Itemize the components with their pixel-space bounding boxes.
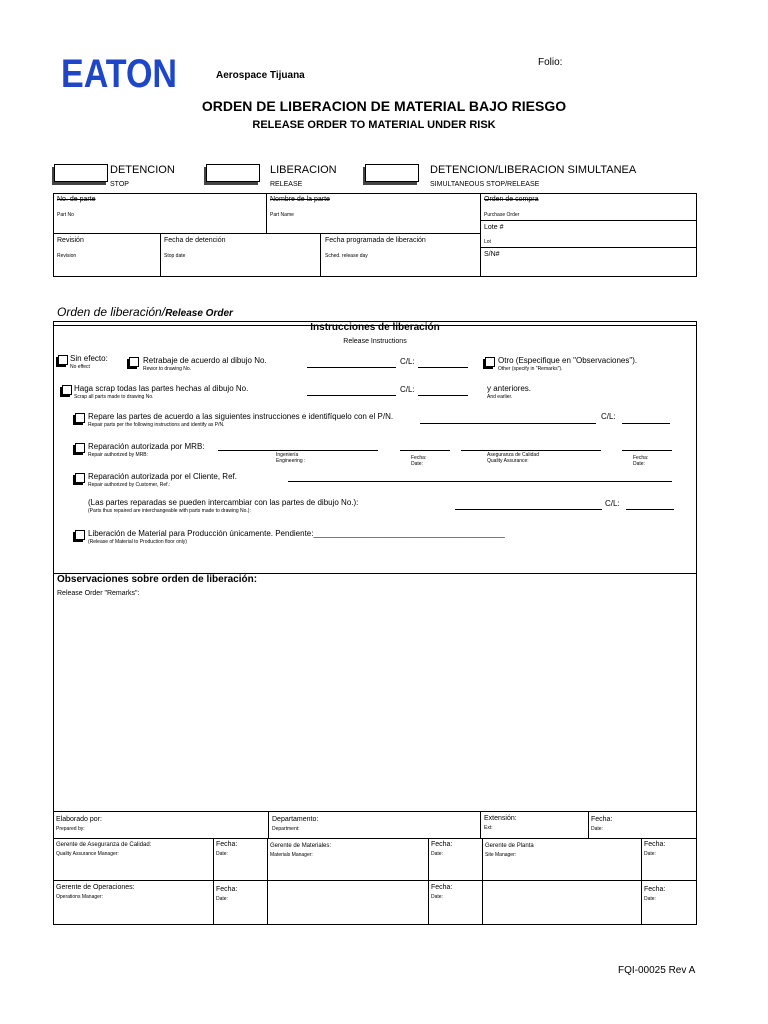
- scrap-checkbox[interactable]: [62, 385, 72, 395]
- folio-label: Folio:: [538, 57, 563, 68]
- customer-ref-field[interactable]: [288, 471, 672, 482]
- mrb-checkbox[interactable]: [75, 443, 85, 453]
- po-label: Orden de compra: [484, 196, 539, 203]
- release-order-heading: Orden de liberación/Release Order: [57, 305, 233, 319]
- form-number: FQI-00025 Rev A: [618, 965, 696, 976]
- lot-label: Lote #: [484, 224, 504, 231]
- no-effect-en: No effect: [70, 364, 90, 370]
- rework-label: Retrabaje de acuerdo al dibujo No.: [143, 356, 267, 365]
- operations-date-label: Fecha:: [216, 886, 238, 893]
- part-info-table: [53, 193, 697, 277]
- simultaneous-label-es: DETENCION/LIBERACION SIMULTANEA: [430, 164, 637, 176]
- release-checkbox[interactable]: [206, 164, 260, 182]
- mrb-label: Reparación autorizada por MRB:: [88, 442, 205, 451]
- qa-manager-en: Quality Assurance Manager:: [56, 851, 119, 857]
- company-name: Aerospace Tijuana: [216, 70, 305, 81]
- extension-en: Ext:: [484, 825, 493, 831]
- site-date-label: Fecha:: [644, 841, 666, 848]
- repair-pn-field[interactable]: [420, 414, 596, 424]
- no-effect-checkbox[interactable]: [58, 355, 68, 365]
- repair-checkbox[interactable]: [75, 413, 85, 423]
- site-manager-en: Site Manager:: [485, 852, 517, 858]
- other-label: Otro (Especifique en "Observaciones").: [498, 356, 638, 365]
- department-label: Departamento:: [272, 816, 319, 823]
- department-en: Department:: [272, 826, 300, 832]
- engineering-label: Ingeniería Engineering :: [276, 452, 306, 464]
- extension-label: Extensión:: [484, 815, 517, 822]
- sn-label: S/N#: [484, 251, 500, 258]
- qa-date-label: Fecha: Date:: [633, 455, 649, 467]
- instructions-title-en: Release Instructions: [343, 338, 407, 345]
- row3-date-label-b: Fecha:: [644, 886, 666, 893]
- other-checkbox[interactable]: [485, 357, 495, 367]
- rework-cl-label: C/L:: [400, 357, 415, 366]
- customer-en: Repair authorized by Customer, Ref.:: [88, 482, 171, 488]
- qa-manager-date-en: Date:: [216, 851, 228, 857]
- stop-label-en: STOP: [110, 181, 129, 188]
- logo-text: EATON: [61, 52, 177, 96]
- stop-checkbox[interactable]: [54, 164, 108, 182]
- interchangeable-cl-label: C/L:: [605, 499, 620, 508]
- row3-date-en-b: Date:: [644, 896, 656, 902]
- part-name-en: Part Name: [270, 212, 294, 218]
- repair-label: Repare las partes de acuerdo a las siguientes instrucciones e identifíquelo con el P/N.: [88, 412, 394, 421]
- release-label-en: RELEASE: [270, 181, 303, 188]
- engineering-date-label: Fecha: Date:: [411, 455, 427, 467]
- interchangeable-drawing-field[interactable]: [455, 499, 602, 510]
- engineering-sign-field[interactable]: [218, 440, 378, 451]
- engineering-date-field[interactable]: [400, 440, 450, 451]
- scrap-cl-label: C/L:: [400, 385, 415, 394]
- release-label-es: LIBERACION: [270, 164, 337, 176]
- interchangeable-label: (Las partes reparadas se pueden intercambiar con las partes de dibujo No.):: [88, 498, 359, 507]
- interchangeable-cl-field[interactable]: [626, 499, 674, 510]
- prepared-by-label: Elaborado por:: [56, 816, 102, 823]
- title-en: RELEASE ORDER TO MATERIAL UNDER RISK: [252, 119, 496, 131]
- materials-manager-en: Materials Manager:: [270, 852, 313, 858]
- stop-date-label: Fecha de detención: [164, 237, 226, 244]
- prepared-date-en: Date:: [591, 826, 603, 832]
- mrb-en: Repair authorized by MRB:: [88, 452, 149, 458]
- materials-manager-label: Gerente de Materiales:: [270, 843, 332, 849]
- qa-manager-date-label: Fecha:: [216, 841, 238, 848]
- stop-date-en: Stop date: [164, 253, 186, 259]
- revision-label: Revisión: [57, 237, 84, 244]
- simultaneous-checkbox[interactable]: [365, 164, 419, 182]
- po-en: Purchase Order: [484, 212, 520, 218]
- prepared-by-en: Prepared by:: [56, 826, 85, 832]
- rework-checkbox[interactable]: [129, 357, 139, 367]
- materials-date-en: Date:: [431, 851, 443, 857]
- sched-release-label: Fecha programada de liberación: [325, 237, 426, 244]
- operations-date-en: Date:: [216, 896, 228, 902]
- scrap-drawing-field[interactable]: [307, 386, 396, 396]
- site-manager-label: Gerente de Planta: [485, 843, 534, 849]
- production-label: Liberación de Material para Producción únicamente. Pendiente:___________________________________________: [88, 529, 505, 538]
- lot-en: Lot: [484, 239, 491, 245]
- production-en: (Release of Material to Production floor only): [88, 539, 187, 545]
- other-en: Other (specify in "Remarks").: [498, 366, 563, 372]
- scrap-label: Haga scrap todas las partes hechas al dibujo No.: [74, 384, 249, 393]
- repair-cl-label: C/L:: [601, 412, 616, 421]
- instructions-title: Instrucciones de liberación: [310, 322, 440, 333]
- rework-en: Rewor to drawing No.: [143, 366, 192, 372]
- repair-en: Repair parts per the following instructions and identify as P/N.: [88, 422, 225, 428]
- customer-checkbox[interactable]: [75, 473, 85, 483]
- earlier-en: And earlier.: [487, 394, 513, 400]
- qa-manager-label: Gerente de Aseguranza de Calidad:: [56, 842, 152, 848]
- no-effect-label: Sin efecto:: [70, 354, 108, 363]
- prepared-date-label: Fecha:: [591, 816, 613, 823]
- remarks-title: Observaciones sobre orden de liberación:: [57, 574, 258, 585]
- qa-date-field[interactable]: [622, 440, 672, 451]
- revision-en: Revision: [57, 253, 77, 259]
- qa-sign-field[interactable]: [461, 440, 601, 451]
- rework-cl-field[interactable]: [418, 358, 468, 368]
- site-date-en: Date:: [644, 851, 656, 857]
- part-no-label: No. de parte: [57, 196, 96, 203]
- interchangeable-en: (Parts thus repaired are interchangeable with parts made to drawing No.):: [88, 508, 251, 514]
- rework-drawing-field[interactable]: [307, 358, 396, 368]
- earlier-label: y anteriores.: [487, 384, 532, 393]
- materials-date-label: Fecha:: [431, 841, 453, 848]
- customer-label: Reparación autorizada por el Cliente, Ref.: [88, 472, 237, 481]
- production-checkbox[interactable]: [75, 530, 85, 540]
- row3-date-label-a: Fecha:: [431, 884, 453, 891]
- simultaneous-label-en: SIMULTANEOUS STOP/RELEASE: [430, 181, 540, 188]
- qa-label: Aseguranza de Calidad Quality Assurance:: [487, 452, 539, 464]
- eaton-logo: [60, 52, 178, 96]
- scrap-en: Scrap all parts made to drawing No.: [74, 394, 154, 400]
- scrap-cl-field[interactable]: [418, 386, 468, 396]
- title-es: ORDEN DE LIBERACION DE MATERIAL BAJO RIESGO: [201, 98, 567, 114]
- sched-release-en: Sched. release day: [325, 253, 368, 259]
- operations-manager-en: Operations Manager:: [56, 894, 103, 900]
- repair-cl-field[interactable]: [622, 414, 670, 424]
- row3-date-en-a: Date:: [431, 894, 443, 900]
- part-name-label: Nombre de la parte: [270, 196, 330, 203]
- part-no-en: Part No: [57, 212, 74, 218]
- remarks-title-en: Release Order "Remarks":: [57, 590, 140, 597]
- stop-label-es: DETENCION: [110, 164, 175, 176]
- operations-manager-label: Gerente de Operaciones:: [56, 884, 135, 891]
- remarks-area[interactable]: [56, 600, 694, 808]
